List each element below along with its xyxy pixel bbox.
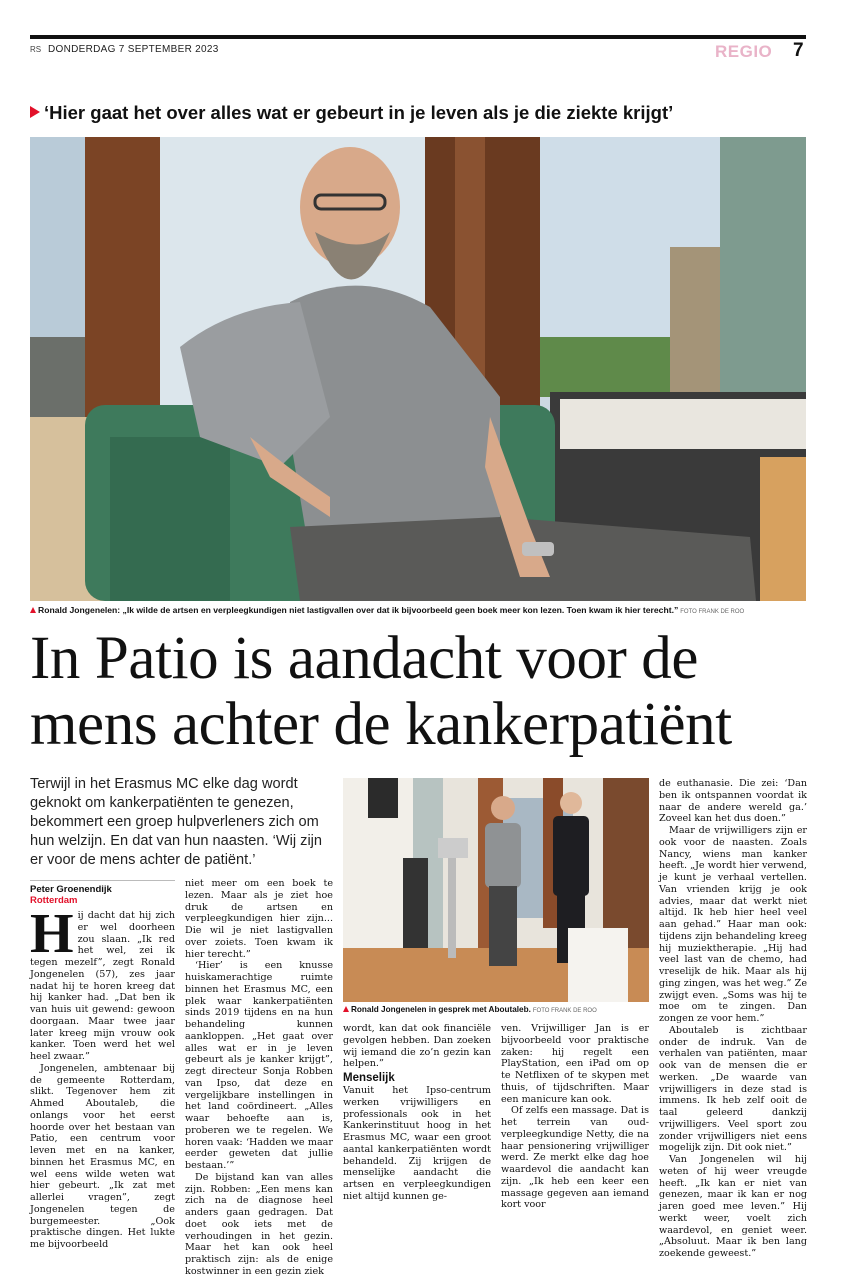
headline-line-1: In Patio is aandacht voor de xyxy=(30,625,699,692)
kicker-quote xyxy=(30,102,810,124)
portrait-illustration xyxy=(30,137,806,601)
issue-date: DONDERDAG 7 SEPTEMBER 2023 xyxy=(48,44,219,55)
article-column-5 xyxy=(659,778,807,1260)
caption-triangle-icon xyxy=(30,607,36,613)
play-arrow-icon xyxy=(30,106,40,118)
headline-line-2: mens achter de kankerpatiënt xyxy=(30,691,732,758)
paragraph: de euthanasie. Die zei: ‘Dan ben ik ontspannen voordat ik naar de andere wereld ga.’ Zoveel kan het dus doen.” xyxy=(659,778,807,825)
paragraph: ij dacht dat hij zich er wel doorheen zou slaan. „Ik red het wel, zei ik tegen mezelf”, zegt Ronald Jongenelen (57), zes jaar nadat hij te horen kreeg dat hij kanker had. „Dat ben ik van huis uit gewend: gewoon doorgaan. Maar twee jaar later kreeg mijn vrouw ook kanker. Toen werd het wel heel zwaar.” xyxy=(30,910,175,1062)
intro-lead: Terwijl in het Erasmus MC elke dag wordt geknokt om kankerpatiënten te genezen, bekommert een groep hulpverleners zich om hun welzijn. En dat van hun naasten. ‘Wij zijn er voor de mens achter de patiënt.’ xyxy=(30,776,323,868)
drop-cap: H xyxy=(30,903,74,965)
paragraph: Aboutaleb is zichtbaar onder de indruk. Van de verhalen van patiënten, maar ook van de mensen die er werken. „De waarde van vrijwilligers in deze stad is immens. Ik heb zelf ooit de taal geleerd dankzij vrijwilligers. Veel sport zou zonder vrijwilligers niet eens mogelijk zijn. Dit ook niet.” xyxy=(659,1024,807,1154)
photo-caption xyxy=(30,605,806,615)
kicker-text: ‘Hier gaat het over alles wat er gebeurt in je leven als je die ziekte krijgt’ xyxy=(44,102,674,123)
edition-code: RS xyxy=(30,45,42,54)
paragraph: wordt, kan dat ook financiële gevolgen hebben. Dan zoeken wij iemand die zo’n gezin kan helpen.” xyxy=(343,1023,491,1070)
paragraph: Jongenelen, ambtenaar bij de gemeente Rotterdam, slikt. Tegenover hem zit Ahmed Aboutaleb, die onlangs voor het eerst hoorde over het bestaan van Patio, een centrum voor leven met en na kanker, binnen het Erasmus MC, en wel eens wilde weten wat hier gebeurt. „Ik zat met allerlei vragen”, zegt Jongenelen tegen de burgemeester. „Ook praktische dingen. Het lukte me bijvoorbeeld xyxy=(30,1062,175,1250)
paragraph: ‘Hier’ is een knusse huiskamerachtige ruimte binnen het Erasmus MC, een plek waar kankerpatiënten sinds 2019 tijdens en na hun behandeling kunnen aankloppen. „Het gaat over alles wat er in je leven gebeurt als je kanker krijgt”, zegt directeur Sonja Robben van Ipso, dat deze en vergelijkbare instellingen in het land coördineert. „Alles waar behoefte aan is, proberen we te regelen. We horen vaak: ‘Hadden we maar eerder geweten dat jullie bestaan.’” xyxy=(185,960,333,1171)
paragraph: Maar de vrijwilligers zijn er ook voor de naasten. Zoals Nancy, wiens man kanker heeft. „Je wordt hier verwend, je kunt je verhaal vertellen. Van vrienden krijg je ook advies, maar dat werkt niet altijd. Ik heb hier heel veel aan gehad.” Haar man ook: tijdens zijn behandeling kreeg hij muziektherapie. „Hij had veel last van de chemo, had vreselijk de hik. Maar als hij ging zingen, was het weg.” Ze zwijgt even. „Soms was hij te moe om te zingen. Dan zongen ze voor hem.” xyxy=(659,825,807,1024)
headline xyxy=(30,626,820,758)
secondary-photo-caption xyxy=(343,1005,649,1014)
subheading: Menselijk xyxy=(343,1072,395,1084)
photo-credit: FOTO FRANK DE ROO xyxy=(680,609,745,615)
caption-triangle-icon xyxy=(343,1006,349,1012)
paragraph: Vanuit het Ipso-centrum werken vrijwilligers en professionals ook in het Kankerinstituut hoog in het Erasmus MC, waar een groot aantal kankerpatiënten wordt behandeld. Zij krijgen de menselijke aandacht die artsen en verpleegkundigen niet altijd kunnen ge- xyxy=(343,1085,491,1202)
article-column-2 xyxy=(185,878,333,1278)
paragraph: Van Jongenelen wil hij weten of hij weer vreugde heeft. „Ik kan er niet van genezen, maar ik kan er nog jaren goed mee leven.” Hij werkt weer, voelt zich waardevol, en geniet weer. „Absoluut. Maar ik ben lang zoekende geweest.” xyxy=(659,1154,807,1259)
byline-author: Peter Groenendijk xyxy=(30,880,175,895)
article-column-3 xyxy=(343,1023,491,1203)
secondary-photo xyxy=(343,778,649,1002)
caption-quote: „Ik wilde de artsen en verpleegkundigen niet lastigvallen over dat ik bijvoorbeeld geen boek meer kon lezen. Toen kwam ik hier terecht.” xyxy=(122,605,679,615)
top-rule xyxy=(30,35,806,39)
section-label: REGIO xyxy=(715,42,773,61)
byline-place: Rotterdam xyxy=(30,895,78,906)
paragraph: ven. Vrijwilliger Jan is er bijvoorbeeld voor praktische zaken: hij regelt een PlayStation, een iPad om op te Netflixen of te skypen met thuis, of tijdschriften. Maar een manicure kan ook. xyxy=(501,1023,649,1105)
paragraph: niet meer om een boek te lezen. Maar als je ziet hoe druk de artsen en verpleegkundigen hier zijn... Die wil je niet lastigvallen over zoiets. Toen kwam ik hier terecht.” xyxy=(185,878,333,960)
paragraph: De bijstand kan van alles zijn. Robben: „Een mens kan zich na de diagnose heel anders gaan gedragen. Dat doet ook iets met de verhoudingen in het gezin. Maar het kan ook heel praktisch zijn: als de enige kostwinner in een gezin ziek xyxy=(185,1171,333,1277)
meeting-illustration xyxy=(343,778,649,1002)
paragraph: Of zelfs een massage. Dat is het terrein van oud-verpleegkundige Netty, die na haar pensionering vrijwilliger werd. Ze merkt elke dag hoe waardevol die aandacht kan zijn. „Ik heb een keer een massage gegeven aan iemand kort voor xyxy=(501,1105,649,1211)
caption-name: Ronald Jongenelen: xyxy=(38,605,121,615)
article-column-4 xyxy=(501,1023,649,1211)
page-number: 7 xyxy=(793,40,804,61)
photo2-credit: FOTO FRANK DE ROO xyxy=(532,1008,597,1014)
caption2-text: Ronald Jongenelen in gesprek met Aboutaleb. xyxy=(351,1005,531,1014)
main-photo xyxy=(30,137,806,601)
